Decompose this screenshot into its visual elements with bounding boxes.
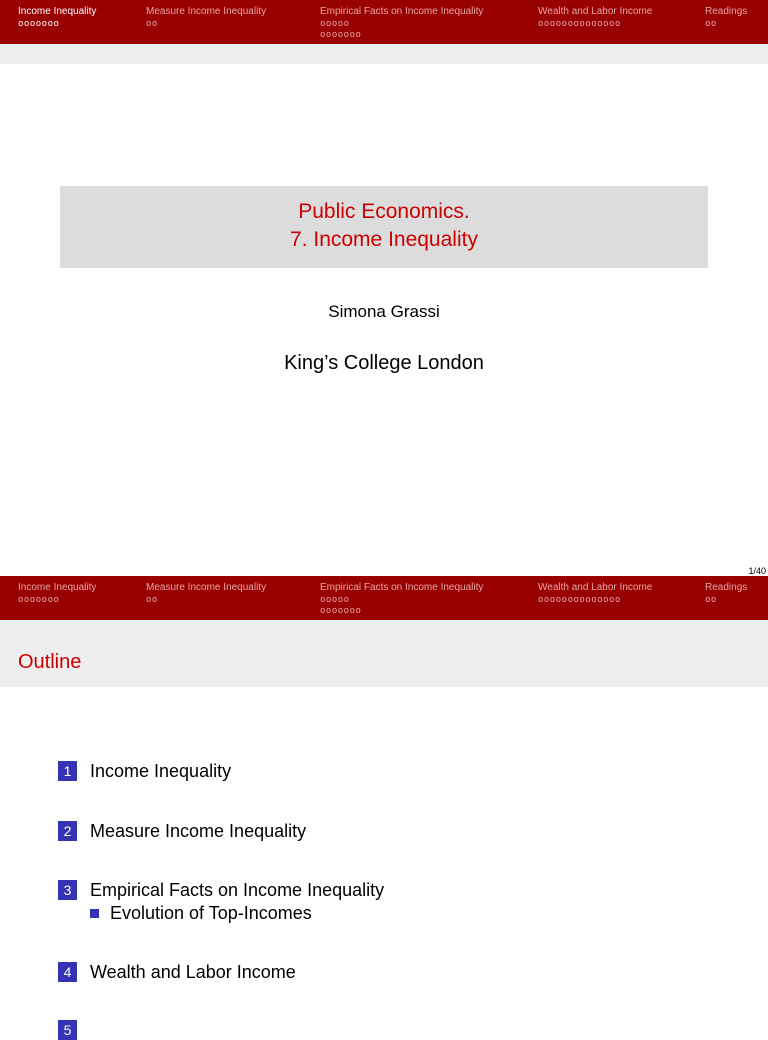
nav-section-label: Income Inequality [18, 6, 97, 17]
toc-label: Wealth and Labor Income [90, 962, 296, 982]
header-subbar [0, 44, 768, 64]
presentation-subtitle: 7. Income Inequality [290, 228, 478, 251]
nav-section-label: Measure Income Inequality [146, 582, 267, 593]
page-number: 1/40 [748, 566, 766, 576]
nav-section-label: Readings [705, 582, 748, 593]
toc-number-badge: 4 [58, 962, 77, 982]
nav-section-empirical-facts[interactable] [320, 6, 483, 41]
nav-section-income-inequality[interactable] [18, 582, 96, 606]
nav-section-measure-income-inequality[interactable] [146, 582, 266, 606]
navigation-bar [0, 576, 768, 620]
presentation-title: Public Economics. [298, 200, 470, 223]
toc-label: Empirical Facts on Income Inequality [90, 880, 385, 900]
toc-number-badge: 2 [58, 821, 77, 841]
nav-slide-dots[interactable]: oooooooooooooo [538, 595, 621, 605]
toc-sublabel: Evolution of Top-Incomes [110, 903, 312, 923]
nav-section-measure-income-inequality[interactable] [146, 6, 266, 30]
institute-name: King’s College London [284, 352, 484, 374]
nav-section-label: Readings [705, 6, 748, 17]
nav-section-wealth-labor-income[interactable] [538, 6, 652, 30]
nav-slide-dots[interactable]: ooooo [320, 595, 350, 605]
frame-title-bar [0, 620, 768, 687]
nav-slide-dots[interactable]: ooooooo [18, 595, 60, 605]
nav-slide-dots[interactable]: oo [705, 19, 717, 29]
square-bullet-icon [90, 909, 99, 918]
nav-section-label: Income Inequality [18, 582, 97, 593]
nav-section-label: Wealth and Labor Income [538, 582, 653, 593]
toc-number-badge: 3 [58, 880, 77, 900]
nav-slide-dots[interactable]: oo [146, 595, 158, 605]
outline-slide [0, 576, 768, 1038]
author-name: Simona Grassi [328, 302, 440, 321]
nav-section-label: Measure Income Inequality [146, 6, 267, 17]
nav-section-label: Wealth and Labor Income [538, 6, 653, 17]
nav-slide-dots[interactable]: ooooooo [320, 30, 362, 40]
title-box [60, 186, 708, 268]
nav-slide-dots[interactable]: ooooo [320, 19, 350, 29]
nav-slide-dots[interactable]: oo [146, 19, 158, 29]
nav-section-label: Empirical Facts on Income Inequality [320, 6, 484, 17]
toc-label: Income Inequality [90, 761, 232, 781]
nav-section-income-inequality[interactable] [18, 6, 96, 30]
nav-slide-dots[interactable]: ooooooo [320, 606, 362, 616]
nav-section-label: Empirical Facts on Income Inequality [320, 582, 484, 593]
nav-slide-dots[interactable]: oo [705, 595, 717, 605]
navigation-bar [0, 0, 768, 44]
nav-section-empirical-facts[interactable] [320, 582, 483, 617]
nav-section-wealth-labor-income[interactable] [538, 582, 652, 606]
toc-number-badge: 1 [58, 761, 77, 781]
nav-slide-dots[interactable]: oooooooooooooo [538, 19, 621, 29]
nav-slide-dots[interactable]: ooooooo [18, 19, 60, 29]
nav-section-readings[interactable] [705, 6, 747, 30]
toc-label: Measure Income Inequality [90, 821, 307, 841]
nav-section-readings[interactable] [705, 582, 747, 606]
toc-number-badge: 5 [58, 1020, 77, 1040]
frame-title: Outline [18, 651, 82, 673]
